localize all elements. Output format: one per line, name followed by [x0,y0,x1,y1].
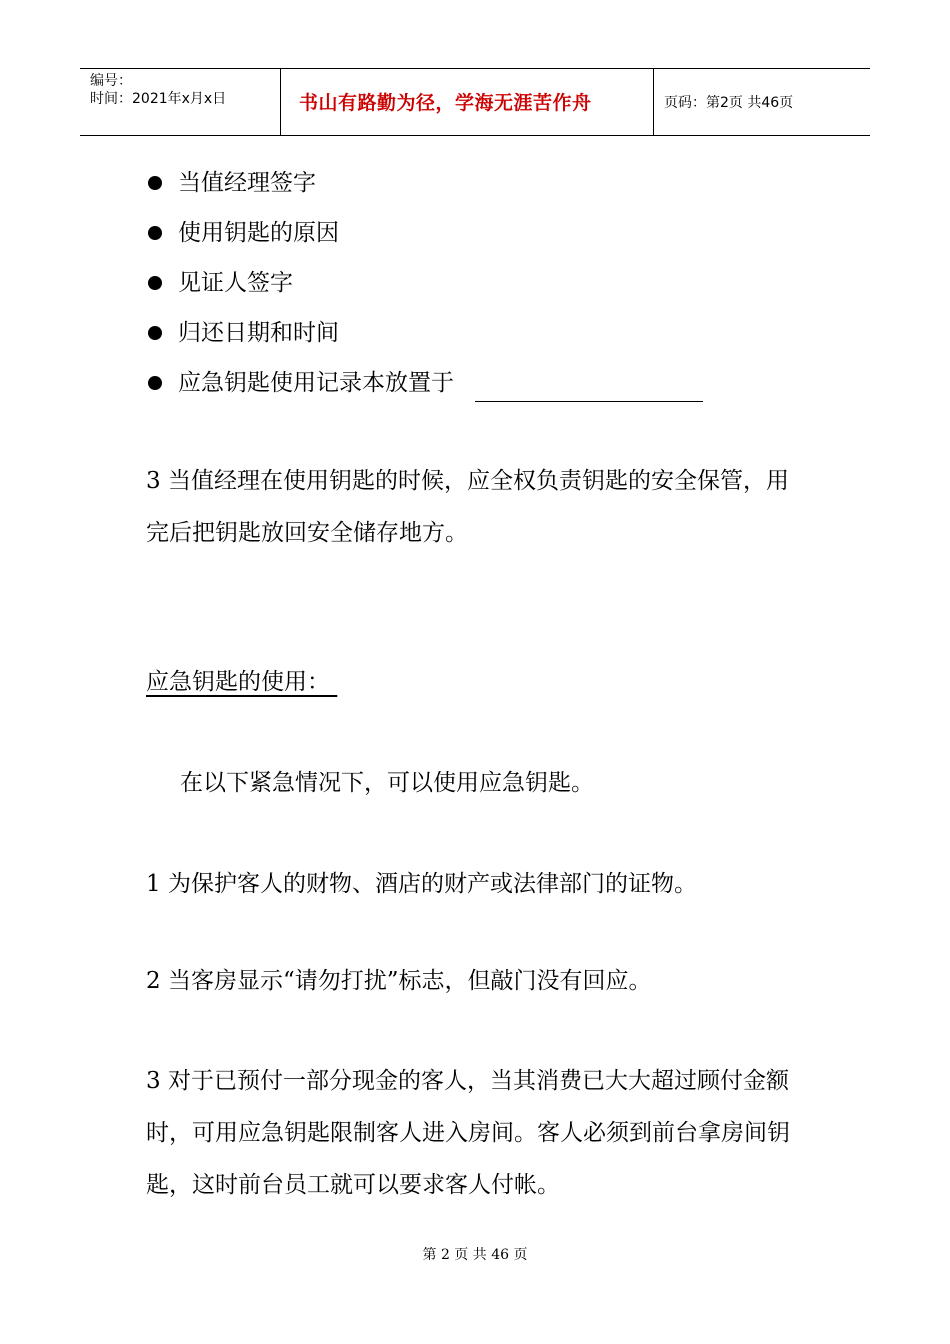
intro-paragraph: 在以下紧急情况下，可以使用应急钥匙。 [180,770,594,796]
list-item-text: 见证人签字 [178,270,293,296]
manager-responsibility-paragraph: 3 当值经理在使用钥匙的时候，应全权负责钥匙的安全保管，用完后把钥匙放回安全储存地方。 [146,468,789,546]
header-page-cell [654,69,870,135]
list-item-text: 归还日期和时间 [178,320,339,346]
emergency-case-item-3: 3 对于已预付一部分现金的客人，当其消费已大大超过顾付金额时，可用应急钥匙限制客人进入房间。客人必须到前台拿房间钥匙，这时前台员工就可以要求客人付帐。 [146,1068,790,1198]
emergency-case-item-1: 1 为保护客人的财物、酒店的财产或法律部门的证物。 [146,871,697,897]
section-heading: 应急钥匙的使用： [146,669,338,695]
list-item [146,214,703,264]
list-item [146,364,703,414]
list-item-text: 应急钥匙使用记录本放置于 [178,370,454,396]
header-motto: 书山有路勤为径，学海无涯苦作舟 [299,92,592,114]
fill-in-blank-line [475,375,703,402]
page-footer: 第 2 页 共 46 页 [422,1247,528,1263]
bullet-icon [148,276,162,290]
bullet-icon [148,176,162,190]
header-meta-cell [80,69,281,135]
list-item-text: 当值经理签字 [178,170,316,196]
record-requirements-list [146,164,703,414]
list-item [146,164,703,214]
list-item [146,314,703,364]
list-item [146,264,703,314]
bullet-icon [148,326,162,340]
bullet-icon [148,376,162,390]
doc-code-label: 编号： [90,73,132,89]
list-item-text: 使用钥匙的原因 [178,220,339,246]
page-header [80,68,870,136]
bullet-icon [148,226,162,240]
header-motto-cell [281,69,654,135]
header-page-number: 页码：第2页 共46页 [664,95,794,111]
doc-time-label: 时间：2021年x月x日 [90,91,227,107]
emergency-case-item-2: 2 当客房显示“请勿打扰”标志，但敲门没有回应。 [146,968,652,994]
